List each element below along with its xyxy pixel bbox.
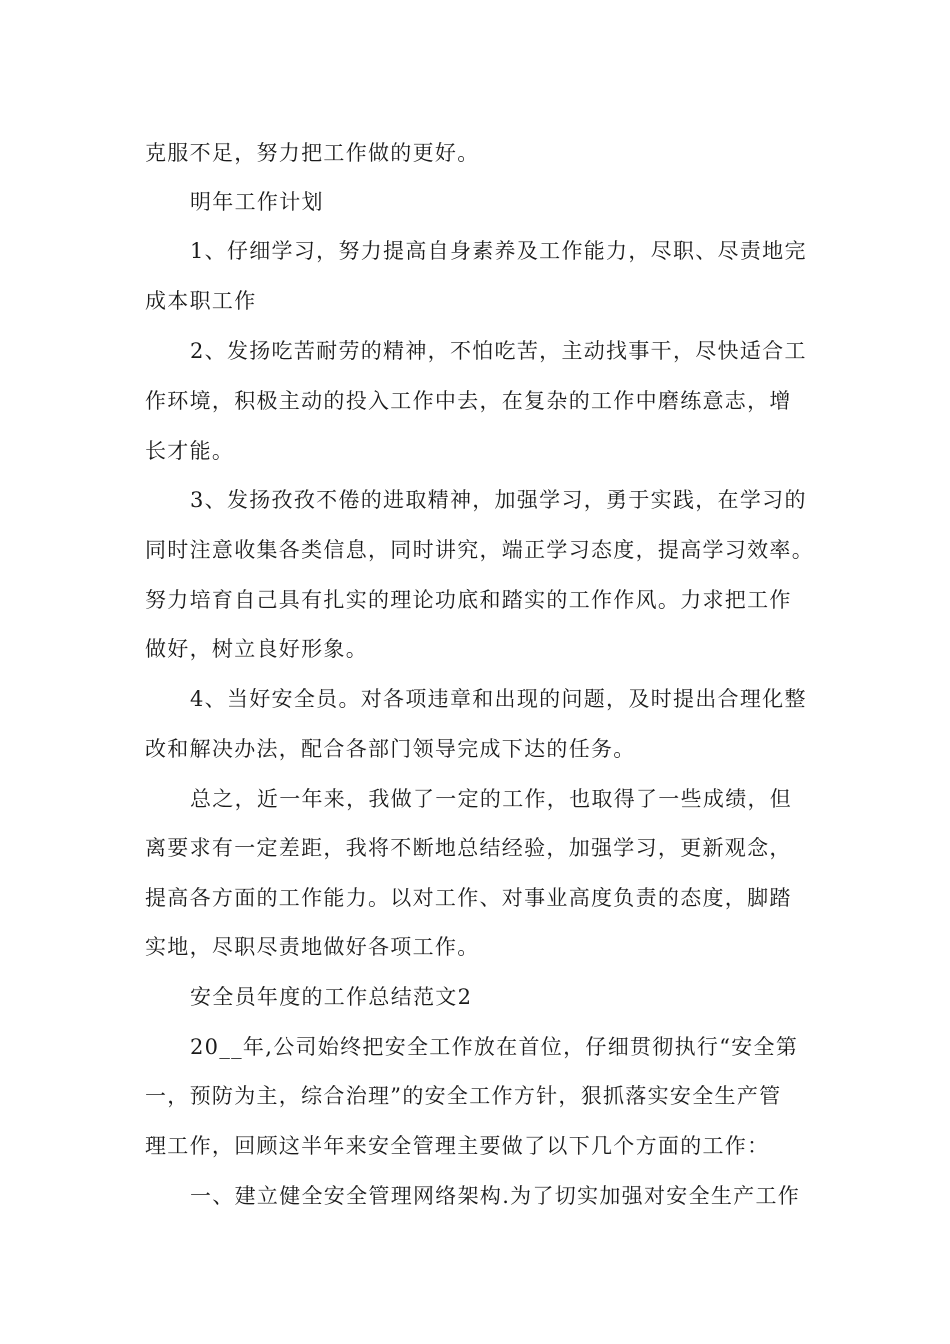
text-line: 同时注意收集各类信息，同时讲究，端正学习态度，提高学习效率。 (145, 538, 814, 562)
text-line: 长才能。 (145, 439, 235, 463)
text-line: 做好，树立良好形象。 (145, 637, 368, 661)
text-line: 努力培育自己具有扎实的理论功底和踏实的工作作风。力求把工作 (145, 588, 792, 612)
text-line: 理工作，回顾这半年来安全管理主要做了以下几个方面的工作： (145, 1134, 770, 1158)
section-heading: 明年工作计划 (190, 190, 324, 214)
text-line: 20__年,公司始终把安全工作放在首位，仔细贯彻执行“安全第 (190, 1035, 799, 1059)
text-line: 实地，尽职尽责地做好各项工作。 (145, 935, 480, 959)
text-line: 改和解决办法，配合各部门领导完成下达的任务。 (145, 737, 636, 761)
text-line: 3、发扬孜孜不倦的进取精神，加强学习，勇于实践，在学习的 (190, 488, 807, 512)
text-line: 离要求有一定差距，我将不断地总结经验，加强学习，更新观念， (145, 836, 792, 860)
text-line: 一、建立健全安全管理网络架构.为了切实加强对安全生产工作 (190, 1184, 801, 1208)
text-line: 4、当好安全员。对各项违章和出现的问题，及时提出合理化整 (190, 687, 807, 711)
text-line: 克服不足，努力把工作做的更好。 (145, 141, 480, 165)
text-line: 总之，近一年来，我做了一定的工作，也取得了一些成绩，但 (190, 787, 793, 811)
text-line: 提高各方面的工作能力。以对工作、对事业高度负责的态度，脚踏 (145, 886, 792, 910)
section-heading: 安全员年度的工作总结范文2 (190, 985, 473, 1009)
text-line: 作环境，积极主动的投入工作中去，在复杂的工作中磨练意志，增 (145, 389, 792, 413)
text-line: 一，预防为主，综合治理”的安全工作方针，狠抓落实安全生产管 (145, 1084, 782, 1108)
text-line: 2、发扬吃苦耐劳的精神，不怕吃苦，主动找事干，尽快适合工 (190, 339, 807, 363)
text-line: 成本职工作 (145, 289, 257, 313)
text-line: 1、仔细学习，努力提高自身素养及工作能力，尽职、尽责地完 (190, 239, 807, 263)
